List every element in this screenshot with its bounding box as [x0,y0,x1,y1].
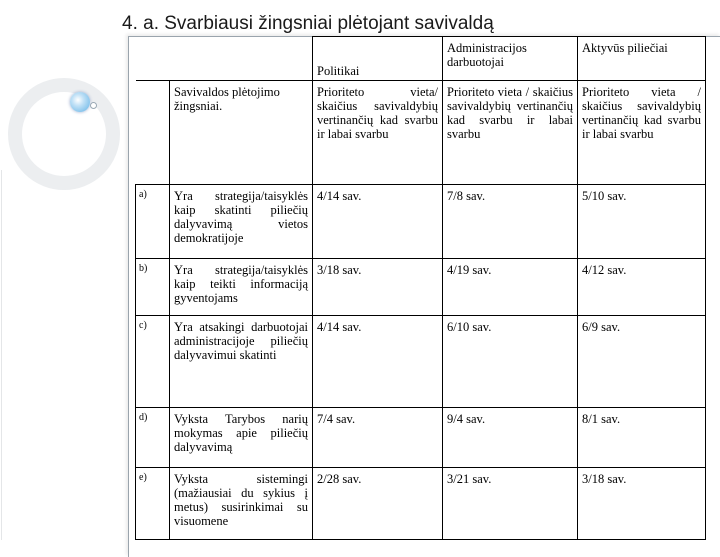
row-index: d) [136,408,170,468]
row-value-politicians: 4/14 sav. [313,316,443,408]
table-subheader-row [136,81,706,185]
column-header-politicians: Politikai [313,37,443,81]
row-index: c) [136,316,170,408]
subheader-value-active-citizens: Prioriteto vieta / skaičius savivaldybių vertinančių kad svarbu ir labai svarbu [578,81,706,185]
row-label: Yra strategija/taisyklės kaip skatinti piliečių dalyvavimą vietos demokratijoje [170,185,313,259]
row-value-administration: 9/4 sav. [443,408,578,468]
table-row [136,185,706,259]
row-label: Vyksta sistemingi (mažiausiai du sykius į metus) susirinkimai su visuomene [170,468,313,540]
row-index: a) [136,185,170,259]
row-index: e) [136,468,170,540]
row-value-administration: 3/21 sav. [443,468,578,540]
decorative-bubble [70,92,90,112]
subheader-label: Savivaldos plėtojimo žingsniai. [170,81,313,185]
decorative-ring-large [8,78,120,190]
row-value-administration: 6/10 sav. [443,316,578,408]
row-value-active-citizens: 4/12 sav. [578,259,706,316]
row-value-politicians: 4/14 sav. [313,185,443,259]
row-value-active-citizens: 8/1 sav. [578,408,706,468]
row-value-active-citizens: 6/9 sav. [578,316,706,408]
table-row [136,259,706,316]
subheader-value-administration: Prioriteto vieta / skaičius savivaldybių vertinančių kad svarbu ir labai svarbu [443,81,578,185]
decorative-line [1,170,2,540]
row-value-politicians: 2/28 sav. [313,468,443,540]
row-value-politicians: 3/18 sav. [313,259,443,316]
row-value-active-citizens: 5/10 sav. [578,185,706,259]
column-header-active-citizens: Aktyvūs piliečiai [578,37,706,81]
row-label: Yra atsakingi darbuotojai administracijoje piliečių dalyvavimui skatinti [170,316,313,408]
row-index: b) [136,259,170,316]
row-value-administration: 4/19 sav. [443,259,578,316]
table-row [136,408,706,468]
table-header-row [136,37,706,81]
table-row [136,316,706,408]
header-empty-cell [136,37,313,81]
steps-table [135,36,706,540]
row-label: Yra strategija/taisyklės kaip teikti informaciją gyventojams [170,259,313,316]
subheader-value-politicians: Prioriteto vieta/ skaičius savivaldybių vertinančių kad svarbu ir labai svarbu [313,81,443,185]
row-label: Vyksta Tarybos narių mokymas apie piliečių dalyvavimą [170,408,313,468]
subheader-empty-cell [136,81,170,185]
decorative-ring-small [90,102,97,109]
row-value-active-citizens: 3/18 sav. [578,468,706,540]
slide-title: 4. a. Svarbiausi žingsniai plėtojant savivaldą [122,13,494,34]
row-value-politicians: 7/4 sav. [313,408,443,468]
table-row [136,468,706,540]
row-value-administration: 7/8 sav. [443,185,578,259]
column-header-administration: Administracijos darbuotojai [443,37,578,81]
